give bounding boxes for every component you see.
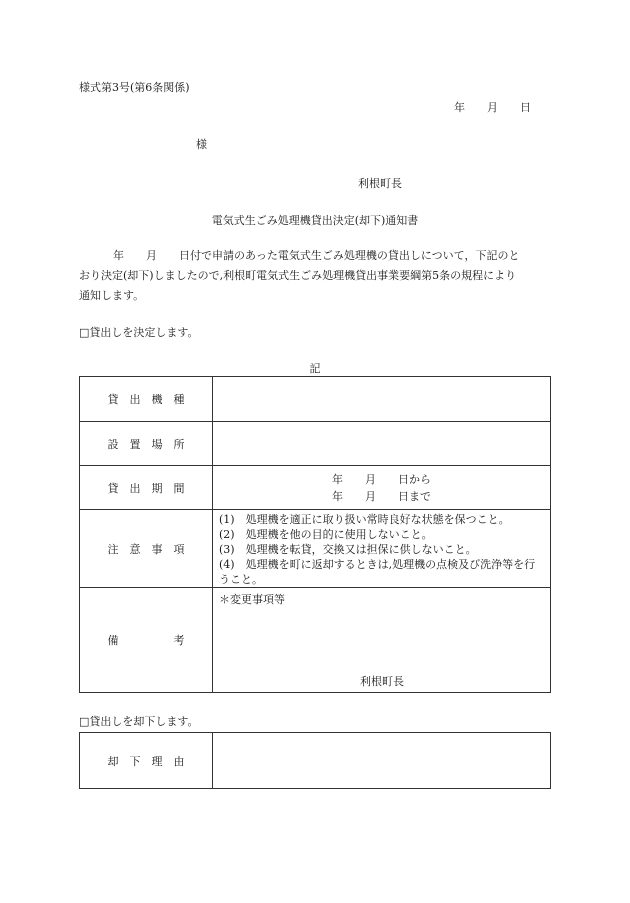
approve-option[interactable]: □貸出しを決定します。: [79, 326, 199, 339]
remarks-sign: 利根町長: [360, 675, 404, 688]
notes-field: [213, 510, 551, 588]
period-to: 年 月 日まで: [332, 489, 431, 503]
table-row: [80, 422, 551, 466]
period-field[interactable]: [213, 466, 551, 510]
model-field[interactable]: [213, 377, 551, 422]
body-line-2: おり決定(却下)しましたので,利根町電気式生ごみ処理機貸出事業要綱第5条の規程により: [79, 269, 517, 282]
document-title: 電気式生ごみ処理機貸出決定(却下)通知書: [211, 214, 419, 227]
date-year: 年: [454, 101, 465, 114]
note-item: (3) 処理機を転貸，交換又は担保に供しないこと。: [219, 543, 477, 556]
addressee: 様: [196, 138, 207, 151]
body-line-3: 通知します。: [79, 289, 145, 302]
period-label: 貸 出 期 間: [80, 466, 213, 510]
ki-heading: 記: [309, 362, 321, 375]
form-number: 様式第3号(第6条関係): [79, 81, 190, 94]
reject-reason-field[interactable]: [213, 733, 551, 789]
note-item: (2) 処理機を他の目的に使用しないこと。: [219, 528, 433, 541]
details-table: [79, 376, 551, 693]
remarks-head: ＊変更事項等: [219, 593, 285, 606]
location-field[interactable]: [213, 422, 551, 466]
note-item: (4) 処理機を町に返却するときは,処理機の点検及び洗浄等を行うこと。: [219, 558, 536, 586]
date-month: 月: [487, 101, 498, 114]
note-item: (1) 処理機を適正に取り扱い常時良好な状態を保つこと。: [219, 513, 510, 526]
model-label: 貸 出 機 種: [80, 377, 213, 422]
issuer: 利根町長: [358, 177, 402, 190]
table-row: [80, 377, 551, 422]
table-row: [80, 733, 551, 789]
table-row: [80, 510, 551, 588]
date-line: [432, 99, 531, 115]
remarks-label: 備 考: [80, 588, 213, 693]
date-day: 日: [520, 101, 531, 114]
table-row: [80, 588, 551, 693]
location-label: 設 置 場 所: [80, 422, 213, 466]
remarks-field[interactable]: [213, 588, 551, 693]
reject-option[interactable]: □貸出しを却下します。: [79, 715, 199, 728]
period-from: 年 月 日から: [332, 472, 431, 486]
reject-reason-label: 却 下 理 由: [80, 733, 213, 789]
body-line-1: 年 月 日付で申請のあった電気式生ごみ処理機の貸出しについて，下記のと: [113, 249, 520, 262]
notes-label: 注 意 事 項: [80, 510, 213, 588]
reject-table: [79, 732, 551, 789]
body-text: [79, 246, 549, 306]
table-row: [80, 466, 551, 510]
